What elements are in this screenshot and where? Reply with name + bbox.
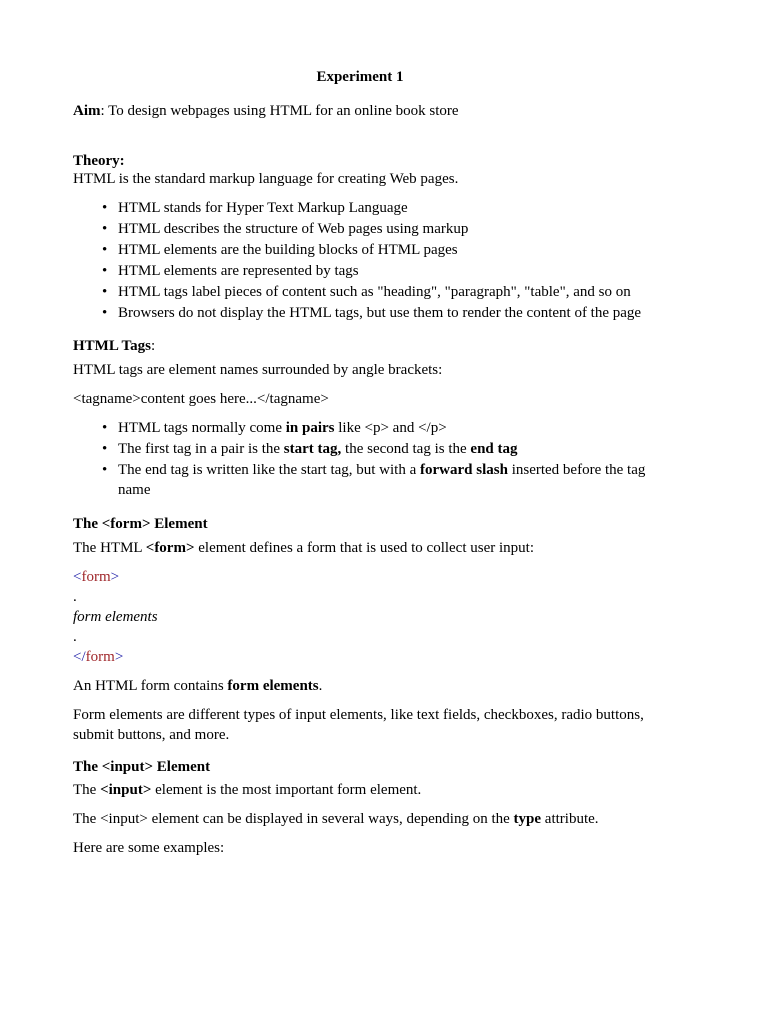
code-dot: .	[73, 589, 77, 605]
text: The HTML	[73, 540, 146, 556]
bold-text: <input>	[100, 782, 152, 798]
aim-line	[73, 102, 459, 121]
theory-intro: HTML is the standard markup language for creating Web pages.	[73, 171, 459, 187]
bullet-text: The first tag in a pair is the	[118, 441, 284, 457]
code-dot: .	[73, 629, 77, 645]
bold-text: type	[513, 811, 542, 827]
form-open-tag	[73, 568, 119, 587]
list-item: • HTML tags label pieces of content such as "heading", "paragraph", "table", and so on	[73, 282, 641, 303]
aim-text: : To design webpages using HTML for an online book store	[100, 103, 459, 119]
bullet-text: like <p> and </p>	[334, 420, 447, 436]
text: attribute.	[541, 811, 599, 827]
form-contains-line	[73, 677, 322, 696]
text: element defines a form that is used to collect user input:	[194, 540, 535, 556]
html-tags-intro: HTML tags are element names surrounded by angle brackets:	[73, 362, 443, 378]
list-item: • HTML stands for Hyper Text Markup Language	[73, 198, 641, 219]
code-tag-name: form	[81, 569, 111, 585]
code-bracket: >	[114, 649, 124, 665]
aim-label: Aim	[73, 103, 101, 119]
theory-bullet-list	[73, 198, 641, 324]
form-close-tag	[73, 648, 123, 667]
bullet-bold: in pairs	[285, 420, 335, 436]
bullet-text: inserted before the tag name	[118, 462, 646, 498]
page-title: Experiment 1	[316, 69, 404, 85]
list-item: • HTML elements are represented by tags	[73, 261, 641, 282]
text: The <input> element can be displayed in several ways, depending on the	[73, 811, 514, 827]
input-element-description	[73, 781, 421, 800]
text: The	[73, 782, 101, 798]
text: .	[318, 678, 323, 694]
text: An HTML form contains	[73, 678, 228, 694]
tags-bullet-list	[73, 418, 678, 500]
bold-text: <form>	[145, 540, 195, 556]
bullet-bold: forward slash	[420, 462, 508, 478]
list-item	[73, 439, 678, 460]
list-item: • HTML describes the structure of Web pages using markup	[73, 219, 641, 240]
html-tags-heading-line	[73, 337, 155, 356]
examples-line: Here are some examples:	[73, 840, 225, 856]
form-elements-placeholder: form elements	[73, 609, 158, 625]
bullet-bold: end tag	[470, 441, 518, 457]
code-bracket: >	[110, 569, 120, 585]
form-element-heading: The <form> Element	[73, 516, 208, 532]
tag-syntax-example: <tagname>content goes here...</tagname>	[73, 391, 329, 407]
input-display-line	[73, 810, 599, 829]
bullet-bold: start tag,	[283, 441, 342, 457]
html-tags-heading: HTML Tags	[73, 338, 151, 354]
bullet-text: the second tag is the	[341, 441, 471, 457]
bullet-text: HTML tags normally come	[118, 420, 286, 436]
list-item	[73, 418, 678, 439]
theory-heading: Theory:	[73, 153, 125, 169]
list-item: • Browsers do not display the HTML tags, but use them to render the content of the page	[73, 303, 641, 324]
code-bracket: <	[73, 569, 82, 585]
input-element-heading: The <input> Element	[73, 759, 211, 775]
form-element-description	[73, 539, 534, 558]
form-types-line-2: submit buttons, and more.	[73, 727, 230, 743]
html-tags-heading-colon: :	[150, 338, 156, 354]
text: element is the most important form element.	[151, 782, 422, 798]
code-tag-name: form	[85, 649, 115, 665]
code-bracket: </	[73, 649, 86, 665]
form-types-line-1: Form elements are different types of input elements, like text fields, checkboxes, radio buttons,	[73, 707, 644, 723]
bullet-text: The end tag is written like the start tag, but with a	[118, 462, 421, 478]
bold-text: form elements	[227, 678, 319, 694]
list-item: • HTML elements are the building blocks of HTML pages	[73, 240, 641, 261]
list-item	[73, 460, 678, 500]
